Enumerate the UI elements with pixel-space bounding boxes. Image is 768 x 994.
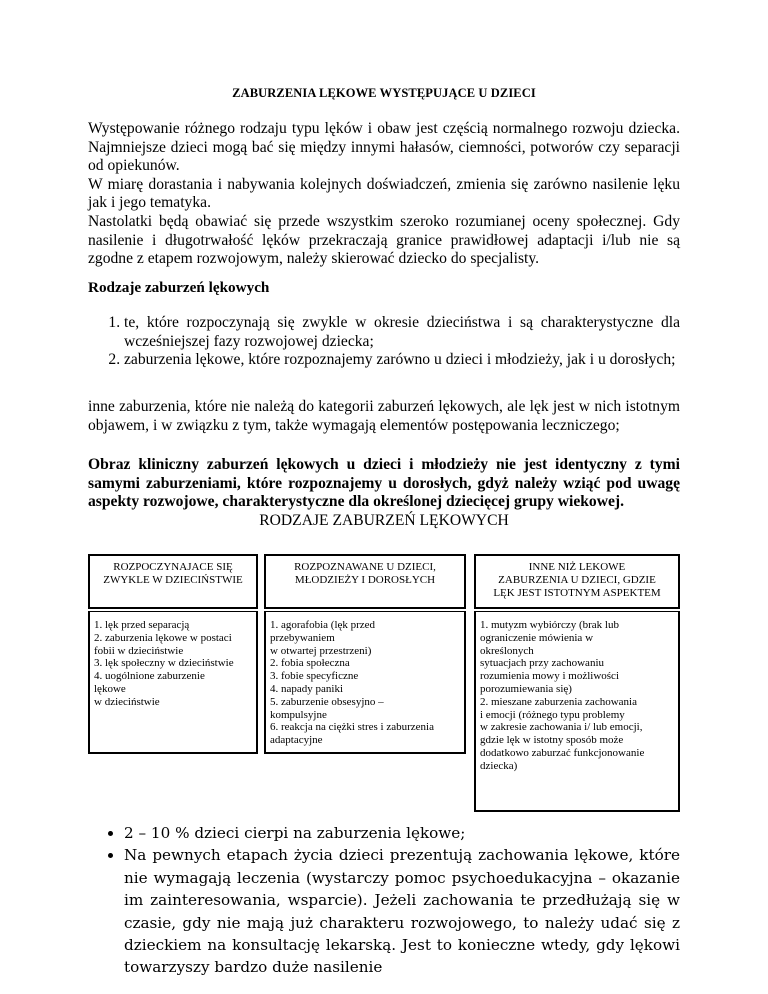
cell-line: ograniczenie mówienia w <box>480 631 594 644</box>
cell-line: adaptacyjne <box>270 734 323 747</box>
cell-line: sytuacjach przy zachowaniu <box>480 657 604 670</box>
disorders-table <box>88 554 680 812</box>
cell-line: 4. napady paniki <box>270 682 344 695</box>
cell-line: 1. agorafobia (lęk przed <box>270 619 376 631</box>
cell-line: porozumiewania się) <box>480 682 572 695</box>
section-heading: Rodzaje zaburzeń lękowych <box>88 279 270 296</box>
table-body-cell <box>264 611 466 754</box>
table-title: RODZAJE ZABURZEŃ LĘKOWYCH <box>259 512 509 529</box>
table-column-all-ages <box>264 554 466 812</box>
header-line: LĘK JEST ISTOTNYM ASPEKTEM <box>493 587 661 599</box>
header-line: ZABURZENIA U DZIECI, GDZIE <box>498 574 656 586</box>
header-line: MŁODZIEŻY I DOROSŁYCH <box>294 574 436 586</box>
cell-line: 3. lęk społeczny w dzieciństwie <box>94 657 234 670</box>
cell-line: określonych <box>480 644 534 657</box>
cell-line: 3. fobie specyficzne <box>270 670 359 683</box>
header-line: INNE NIŻ LEKOWE <box>528 561 626 573</box>
types-list-item: 1. te, które rozpoczynają się zwykle w okresie dzieciństwa i są charakterystyczne dla wcześniejszej fazy rozwojowej dziecka; <box>124 314 680 351</box>
intro-text <box>88 120 680 269</box>
cell-line: 2. zaburzenia lękowe w postaci <box>94 631 232 644</box>
cell-line: 5. zaburzenie obsesyjno – <box>270 695 384 708</box>
cell-line: w zakresie zachowania i/ lub emocji, <box>480 721 643 734</box>
cell-line: lękowe <box>94 682 126 695</box>
header-line: ROZPOCZYNAJACE SIĘ <box>113 561 233 573</box>
table-header-cell <box>264 554 466 609</box>
cell-line: w otwartej przestrzeni) <box>270 644 372 657</box>
cell-line: 2. mieszane zaburzenia zachowania <box>480 695 637 708</box>
cell-line: 2. fobia społeczna <box>270 657 350 670</box>
cell-line: dodatkowo zaburzać funkcjonowanie <box>480 746 645 759</box>
header-line: ZWYKLE W DZIECIŃSTWIE <box>103 574 243 586</box>
other-paragraph: inne zaburzenia, które nie należą do kategorii zaburzeń lękowych, ale lęk jest w nich istotnym objawem, i w związku z tym, także wymagają elementów postępowania leczniczego; <box>88 398 680 434</box>
bold-paragraph: Obraz kliniczny zaburzeń lękowych u dzieci i młodzieży nie jest identyczny z tymi samymi zaburzeniami, które rozpoznajemy u dorosłych, gdyż należy wziąć pod uwagę aspekty rozwojowe, charakterystyczne dla określonej dziecięcej grupy wiekowej. <box>88 456 680 511</box>
document-title: ZABURZENIA LĘKOWE WYSTĘPUJĄCE U DZIECI <box>232 86 536 100</box>
facts-list-item: • 2 – 10 % dzieci cierpi na zaburzenia lękowe; <box>124 822 680 844</box>
facts-list <box>88 822 680 979</box>
cell-line: przebywaniem <box>270 631 335 644</box>
cell-line: gdzie lęk w istotny sposób może <box>480 734 624 747</box>
cell-line: kompulsyjne <box>270 708 327 721</box>
types-list <box>88 314 680 370</box>
header-line: ROZPOZNAWANE U DZIECI, <box>294 561 436 573</box>
types-list-item: 2. zaburzenia lękowe, które rozpoznajemy zarówno u dzieci i młodzieży, jak i u dorosłych; <box>124 351 680 370</box>
cell-line: rozumienia mowy i możliwości <box>480 670 619 683</box>
intro-paragraph: Nastolatki będą obawiać się przede wszystkim szeroko rozumianej oceny społecznej. Gdy nasilenie i długotrwałość lęków przekraczają granice prawidłowej adaptacji i/lub nie są zgodne z etapem rozwojowym, należy skierować dziecko do specjalisty. <box>88 212 680 268</box>
cell-line: fobii w dzieciństwie <box>94 644 184 657</box>
facts-list-item: • Na pewnych etapach życia dzieci prezentują zachowania lękowe, które nie wymagają leczenia (wystarczy pomoc psychoedukacyjna – okazanie im zainteresowania, wsparcie). Jeżeli zachowania te przedłużają się w czasie, gdy nie mają już charakteru rozwojowego, to należy udać się z dzieckiem na konsultację lekarską. Jest to konieczne wtedy, gdy lękowi towarzyszy bardzo duże nasilenie <box>124 844 680 978</box>
cell-line: w dzieciństwie <box>94 695 160 708</box>
cell-line: 1. mutyzm wybiórczy (brak lub <box>480 619 619 631</box>
intro-paragraph: Występowanie różnego rodzaju typu lęków i obaw jest częścią normalnego rozwoju dziecka. Najmniejsze dzieci mogą bać się między innymi hałasów, ciemności, potworów czy separacji od opiekunów. <box>88 120 680 175</box>
cell-line: 4. uogólnione zaburzenie <box>94 670 205 683</box>
table-header-cell <box>88 554 258 609</box>
table-body-cell <box>88 611 258 754</box>
table-column-other <box>474 554 680 812</box>
table-column-childhood <box>88 554 258 812</box>
intro-paragraph: W miarę dorastania i nabywania kolejnych doświadczeń, zmienia się zarówno nasilenie lęku jak i jego tematyka. <box>88 175 680 212</box>
cell-line: 1. lęk przed separacją <box>94 619 190 631</box>
cell-line: i emocji (różnego typu problemy <box>480 708 625 721</box>
cell-line: dziecka) <box>480 759 518 772</box>
table-header-cell <box>474 554 680 609</box>
cell-line: 6. reakcja na ciężki stres i zaburzenia <box>270 721 434 734</box>
table-body-cell <box>474 611 680 812</box>
